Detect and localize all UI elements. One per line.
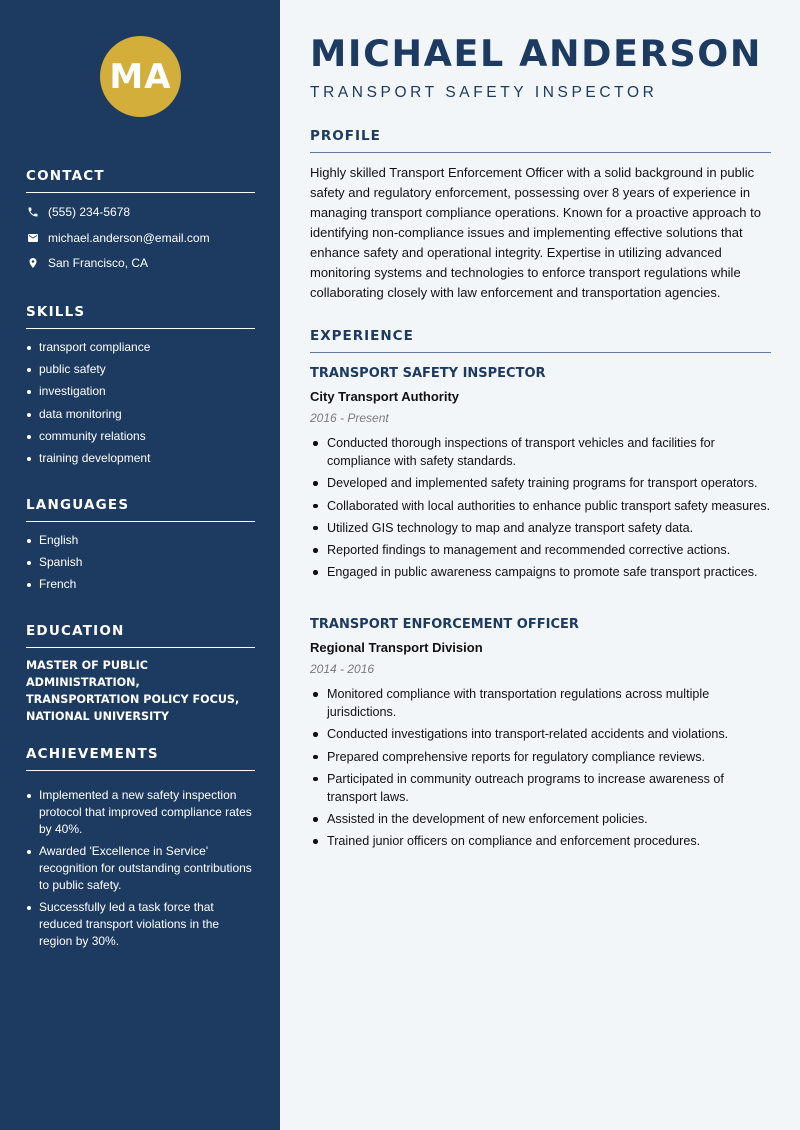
job-entry [310, 616, 771, 855]
job-bullet: Reported findings to management and recommended corrective actions. [310, 541, 771, 559]
job-company: Regional Transport Division [310, 640, 483, 655]
achievement-item: Successfully led a task force that reduced transport violations in the region by 30%. [26, 899, 255, 950]
achievements-section [26, 746, 255, 955]
candidate-name: MICHAEL ANDERSON [310, 32, 762, 75]
avatar-initials: MA [100, 36, 181, 117]
job-bullet: Conducted investigations into transport-related accidents and violations. [310, 725, 771, 743]
skill-item: transport compliance [26, 339, 255, 356]
education-degree: MASTER OF PUBLIC ADMINISTRATION, [26, 659, 148, 689]
language-item: Spanish [26, 554, 255, 571]
skill-item: training development [26, 450, 255, 467]
job-entry [310, 365, 771, 586]
languages-heading: LANGUAGES [26, 497, 255, 522]
skill-item: investigation [26, 383, 255, 400]
job-bullet: Collaborated with local authorities to enhance public transport safety measures. [310, 497, 771, 515]
achievements-list [26, 787, 255, 950]
skill-item: public safety [26, 361, 255, 378]
contact-section [26, 168, 255, 280]
job-company: City Transport Authority [310, 389, 460, 404]
email-icon [26, 231, 39, 244]
job-dates: 2016 - Present [310, 411, 389, 425]
email-text: michael.anderson@email.com [48, 230, 210, 245]
job-bullet: Participated in community outreach programs to increase awareness of transport laws. [310, 770, 771, 806]
achievement-item: Implemented a new safety inspection protocol that improved compliance rates by 40%. [26, 787, 255, 838]
education-heading: EDUCATION [26, 623, 255, 648]
phone-text: (555) 234-5678 [48, 205, 131, 219]
education-section [26, 623, 255, 725]
language-item: French [26, 576, 255, 593]
skills-heading: SKILLS [26, 304, 255, 329]
languages-section [26, 497, 255, 599]
education-focus: TRANSPORTATION POLICY FOCUS, [26, 693, 240, 706]
education-school: NATIONAL UNIVERSITY [26, 710, 169, 723]
languages-list [26, 532, 255, 593]
achievement-item: Awarded 'Excellence in Service' recognition for outstanding contributions to public safety. [26, 843, 255, 894]
contact-email [26, 229, 255, 247]
candidate-role: TRANSPORT SAFETY INSPECTOR [310, 84, 658, 101]
job-bullet: Prepared comprehensive reports for regulatory compliance reviews. [310, 748, 771, 766]
job-bullet: Developed and implemented safety training programs for transport operators. [310, 474, 771, 492]
job-bullets [310, 434, 771, 581]
contact-location [26, 254, 255, 272]
education-details [26, 657, 255, 725]
job-bullet: Utilized GIS technology to map and analyze transport safety data. [310, 519, 771, 537]
profile-text: Highly skilled Transport Enforcement Officer with a solid background in public safety and regulatory enforcement, possessing over 8 years of experience in managing transport compliance operations. Known for a proactive approach to identifying non-compliance issues and implementing effective solutions that enhance safety and operational integrity. Expertise in utilizing advanced monitoring systems and technologies to enforce transport regulations while collaborating closely with law enforcement and transportation agencies. [310, 165, 761, 300]
job-title: TRANSPORT ENFORCEMENT OFFICER [310, 617, 579, 632]
contact-heading: CONTACT [26, 168, 255, 193]
contact-phone [26, 203, 255, 221]
sidebar [0, 0, 280, 1130]
language-item: English [26, 532, 255, 549]
job-title: TRANSPORT SAFETY INSPECTOR [310, 366, 546, 381]
achievements-heading: ACHIEVEMENTS [26, 746, 255, 771]
profile-heading: PROFILE [310, 128, 771, 153]
job-bullets [310, 685, 771, 850]
job-bullet: Trained junior officers on compliance and enforcement procedures. [310, 832, 771, 850]
phone-icon [26, 206, 39, 219]
skills-list [26, 339, 255, 467]
skill-item: data monitoring [26, 406, 255, 423]
location-text: San Francisco, CA [48, 256, 149, 270]
skills-section [26, 304, 255, 472]
job-dates: 2014 - 2016 [310, 662, 375, 676]
job-bullet: Conducted thorough inspections of transport vehicles and facilities for compliance with safety standards. [310, 434, 771, 470]
job-bullet: Monitored compliance with transportation regulations across multiple jurisdictions. [310, 685, 771, 721]
job-bullet: Assisted in the development of new enforcement policies. [310, 810, 771, 828]
job-bullet: Engaged in public awareness campaigns to promote safe transport practices. [310, 563, 771, 581]
experience-heading: EXPERIENCE [310, 328, 771, 353]
location-pin-icon [26, 257, 39, 270]
skill-item: community relations [26, 428, 255, 445]
